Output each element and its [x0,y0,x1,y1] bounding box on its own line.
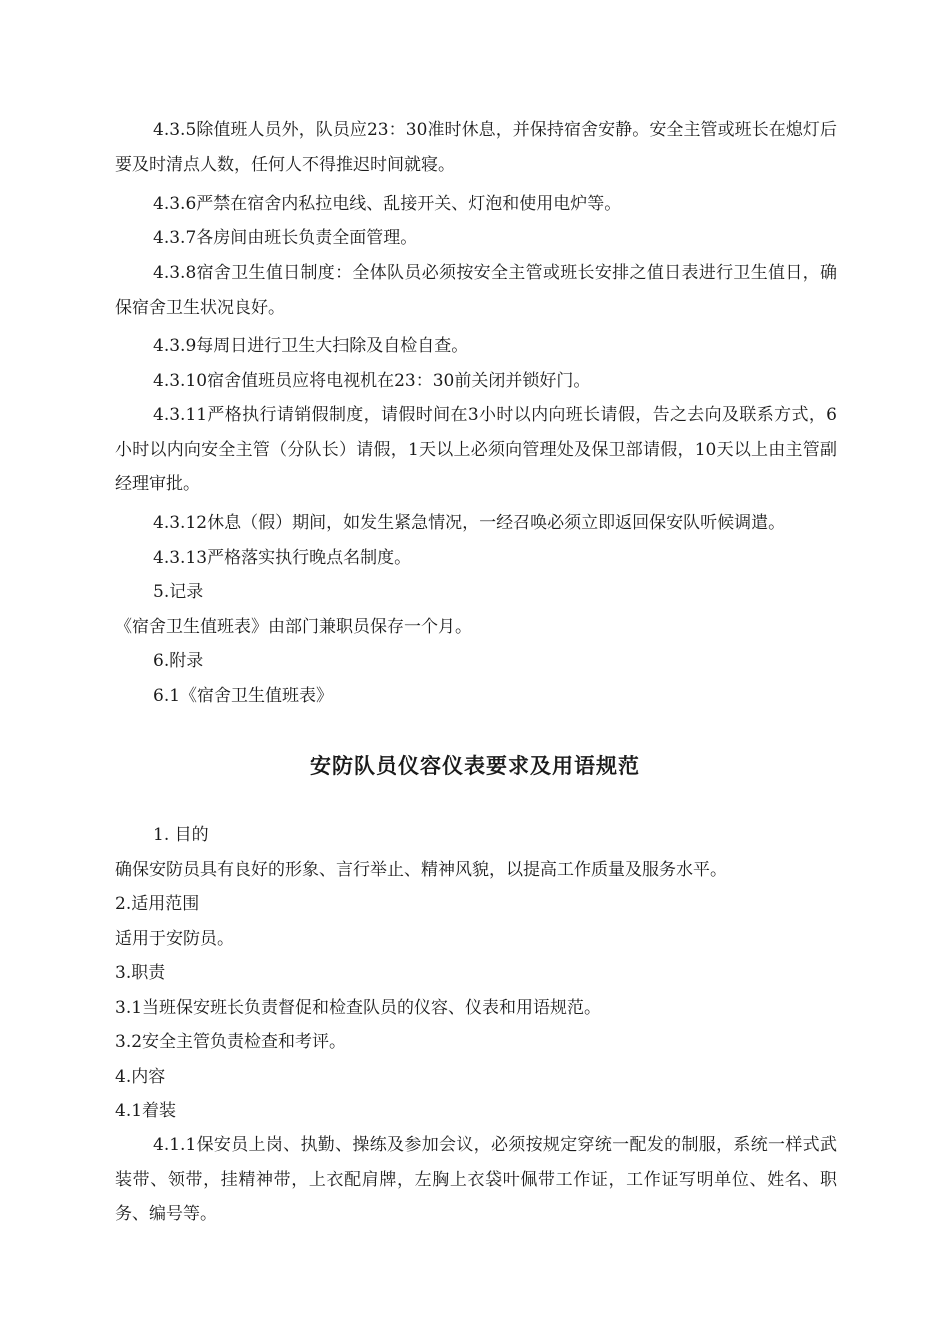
clause-4-3-10: 4.3.10宿舍值班员应将电视机在23：30前关闭并锁好门。 [153,371,591,391]
scope-text: 适用于安防员。 [115,929,234,949]
clause-4-3-6: 4.3.6严禁在宿舍内私拉电线、乱接开关、灯泡和使用电炉等。 [153,194,622,214]
section-title: 安防队员仪容仪表要求及用语规范 [310,753,640,778]
clause-4-3-12: 4.3.12休息（假）期间，如发生紧急情况，一经召唤必须立即返回保安队听候调遣。 [153,513,786,533]
clause-4-3-11: 4.3.11严格执行请销假制度，请假时间在3小时以内向班长请假，告之去向及联系方式，6小时以内向安全主管（分队长）请假，1天以上必须向管理处及保卫部请假，10天以上由主管副经理审批。 [115,405,837,494]
heading-records: 5.记录 [153,582,204,602]
heading-appendix: 6.附录 [153,651,204,671]
heading-dress: 4.1着装 [115,1101,177,1121]
clause-4-1-1: 4.1.1保安员上岗、执勤、操练及参加会议，必须按规定穿统一配发的制服，系统一样式武装带、领带，挂精神带，上衣配肩牌，左胸上衣袋叶佩带工作证，工作证写明单位、姓名、职务、编号等。 [115,1135,837,1224]
heading-content: 4.内容 [115,1067,166,1087]
duty-3-2: 3.2安全主管负责检查和考评。 [115,1032,347,1052]
appendix-item: 6.1《宿舍卫生值班表》 [153,686,334,706]
clause-4-3-13: 4.3.13严格落实执行晚点名制度。 [153,548,412,568]
heading-scope: 2.适用范围 [115,894,200,914]
clause-4-3-5: 4.3.5除值班人员外，队员应23：30准时休息，并保持宿舍安静。安全主管或班长在熄灯后要及时清点人数，任何人不得推迟时间就寝。 [115,120,837,175]
clause-4-3-8: 4.3.8宿舍卫生值日制度：全体队员必须按安全主管或班长安排之值日表进行卫生值日，确保宿舍卫生状况良好。 [115,263,837,318]
records-text: 《宿舍卫生值班表》由部门兼职员保存一个月。 [115,617,472,637]
clause-4-3-9: 4.3.9每周日进行卫生大扫除及自检自查。 [153,336,469,356]
purpose-text: 确保安防员具有良好的形象、言行举止、精神风貌，以提高工作质量及服务水平。 [115,860,727,880]
heading-duties: 3.职责 [115,963,166,983]
heading-purpose: 1. 目的 [153,825,209,845]
duty-3-1: 3.1当班保安班长负责督促和检查队员的仪容、仪表和用语规范。 [115,998,602,1018]
clause-4-3-7: 4.3.7各房间由班长负责全面管理。 [153,228,418,248]
